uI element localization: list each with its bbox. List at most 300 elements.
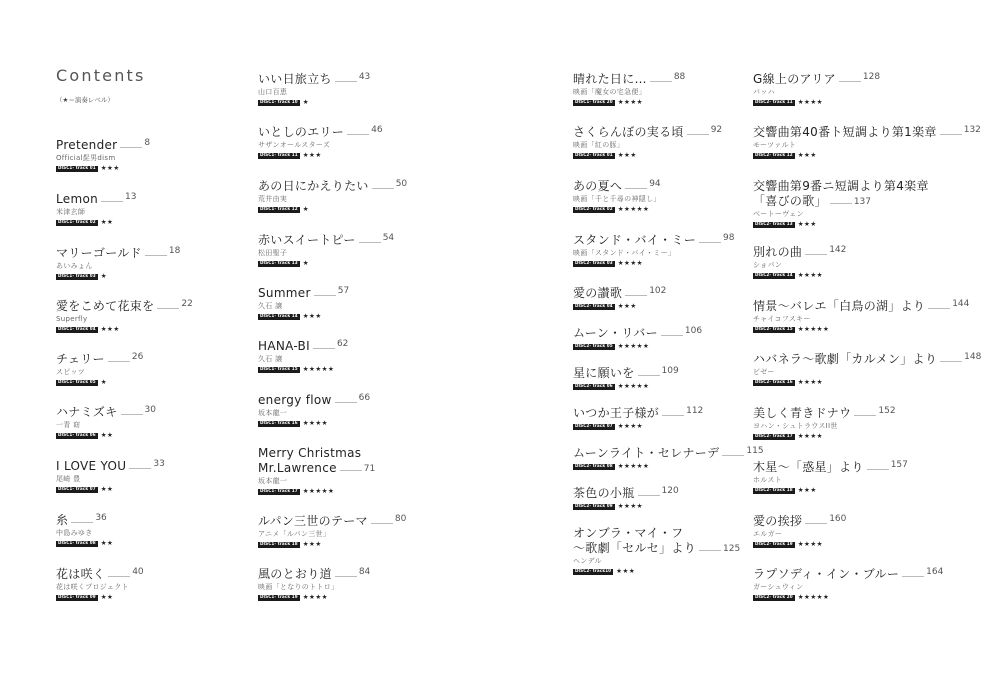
leader-line [638, 375, 660, 376]
track-row [56, 486, 286, 493]
song-title: 美しく青きドナウ [753, 406, 852, 420]
track-badge: DISC1- track 01 [58, 165, 96, 171]
leader-line [805, 254, 827, 255]
level-stars: ★★ [100, 218, 114, 226]
track-badge: DISC2- track 07 [575, 423, 613, 429]
toc-entry [56, 246, 286, 280]
leader-line [372, 188, 394, 189]
track-badge: DISC2- track 06 [575, 383, 613, 389]
artist-name: ヘンデル [573, 557, 602, 565]
leader-line [854, 415, 876, 416]
artist-name: ショパン [753, 261, 783, 269]
song-title: 茶色の小瓶 [573, 486, 635, 500]
leader-line [71, 522, 93, 523]
track-row [56, 540, 286, 547]
page-number: 164 [926, 567, 944, 577]
song-title: ハナミズキ [56, 405, 118, 419]
leader-line [145, 255, 167, 256]
toc-entry [56, 459, 286, 493]
page-number: 102 [649, 286, 667, 296]
page-title: Contents [56, 66, 146, 85]
track-row [56, 219, 286, 226]
level-stars: ★★★★ [797, 378, 824, 386]
track-badge: DISC1- track 17 [260, 488, 298, 494]
song-title: ハバネラ〜歌劇「カルメン」より [753, 352, 938, 366]
page-number: 148 [964, 352, 982, 362]
page-number: 88 [673, 72, 686, 82]
track-badge: DISC2- track 09 [575, 503, 613, 509]
track-row [753, 326, 983, 333]
page-number: 18 [168, 246, 181, 256]
page-number: 80 [394, 514, 407, 524]
level-stars: ★★★★★ [617, 205, 650, 213]
track-badge: DISC2- track 11 [755, 99, 793, 105]
toc-entry [753, 72, 983, 106]
toc-entry [56, 138, 286, 172]
song-title: いつか王子様が [573, 406, 660, 420]
artist-name: 久石 譲 [258, 302, 283, 310]
page-number: 36 [95, 513, 107, 523]
leader-line [335, 81, 357, 82]
song-title: Lemon [56, 192, 98, 206]
level-stars: ★ [100, 378, 108, 386]
level-stars: ★★★★★ [302, 365, 335, 373]
toc-entry [258, 286, 488, 320]
track-badge: DISC1- track 05 [58, 379, 96, 385]
artist-name: 米津玄師 [56, 208, 86, 216]
leader-line [625, 188, 647, 189]
artist-name: モーツァルト [753, 141, 797, 149]
track-badge: DISC1- track 18 [260, 541, 298, 547]
track-badge: DISC1- track 02 [58, 219, 96, 225]
level-stars: ★★★ [617, 302, 637, 310]
leader-line [661, 335, 683, 336]
song-title: 晴れた日に… [573, 72, 647, 86]
track-badge: DISC2- track10 [575, 568, 612, 574]
toc-entry [258, 72, 488, 106]
song-title: 風のとおり道 [258, 567, 332, 581]
leader-line [687, 134, 709, 135]
track-badge: DISC1- track 19 [260, 594, 298, 600]
leader-line [313, 348, 335, 349]
leader-line [638, 495, 660, 496]
page-number: 46 [371, 125, 383, 135]
track-badge: DISC1- track 08 [58, 540, 96, 546]
artist-name: 坂本龍一 [258, 409, 288, 417]
song-title: ムーンライト・セレナーデ [573, 446, 720, 460]
page-number: 22 [181, 299, 193, 309]
track-row [56, 326, 286, 333]
leader-line [699, 242, 721, 243]
toc-entry [753, 567, 983, 601]
track-badge: DISC2- track 08 [575, 463, 613, 469]
song-title: I LOVE YOU [56, 459, 127, 473]
artist-name: アニメ「ルパン三世」 [258, 530, 331, 538]
song-title: 交響曲第40番ト短調より第1楽章 [753, 125, 937, 139]
leader-line [314, 295, 336, 296]
track-badge: DISC1- track 04 [58, 326, 96, 332]
track-badge: DISC2- track 16 [755, 379, 793, 385]
page-number: 98 [723, 233, 735, 243]
toc-entry [56, 567, 286, 601]
track-row [753, 272, 983, 279]
leader-line [928, 308, 950, 309]
toc-entry [753, 352, 983, 386]
track-badge: DISC1- track 07 [58, 486, 96, 492]
song-title: ムーン・リバー [573, 326, 658, 340]
artist-name: ヨハン・シュトラウスII世 [753, 422, 838, 430]
artist-name: Superfly [56, 315, 88, 323]
track-row [56, 379, 286, 386]
track-badge: DISC2- track 04 [575, 303, 613, 309]
leader-line [625, 295, 647, 296]
toc-entry [56, 299, 286, 333]
track-badge: DISC2- track 19 [755, 541, 793, 547]
artist-name: 尾崎 豊 [56, 475, 81, 483]
level-stars: ★★★★ [797, 540, 824, 548]
artist-name: あいみょん [56, 262, 93, 270]
level-stars: ★★★ [100, 325, 120, 333]
level-legend: （★＝演奏レベル） [56, 96, 114, 104]
page-number: 30 [144, 405, 156, 415]
track-row [258, 313, 488, 320]
level-stars: ★ [302, 205, 310, 213]
track-badge: DISC2- track 13 [755, 221, 793, 227]
leader-line [830, 203, 852, 204]
leader-line [699, 550, 721, 551]
track-badge: DISC2- track 20 [755, 594, 793, 600]
level-stars: ★★★★★ [617, 462, 650, 470]
level-stars: ★★★ [797, 151, 817, 159]
leader-line [157, 308, 179, 309]
song-title: 糸 [56, 513, 69, 527]
song-title: チェリー [56, 352, 105, 366]
song-title: あの日にかえりたい [258, 179, 369, 193]
level-stars: ★★★★ [797, 98, 824, 106]
level-stars: ★★★ [302, 151, 322, 159]
page-number: 157 [890, 460, 908, 470]
level-stars: ★★★★ [617, 98, 644, 106]
toc-entry [753, 179, 983, 228]
song-title: ルパン三世のテーマ [258, 514, 368, 528]
page-number: 33 [153, 459, 165, 469]
track-badge: DISC2- track 15 [755, 326, 793, 332]
page-number: 71 [363, 464, 376, 474]
leader-line [867, 469, 889, 470]
track-row [753, 487, 983, 494]
page-number: 109 [661, 366, 679, 376]
toc-entry [258, 339, 488, 373]
song-title-line2: 「喜びの歌」 [753, 194, 827, 208]
leader-line [359, 242, 381, 243]
page-number: 106 [684, 326, 703, 336]
song-title: オンブラ・マイ・フ [573, 526, 684, 540]
leader-line [839, 81, 861, 82]
page-number: 66 [358, 393, 371, 403]
song-title: マリーゴールド [56, 246, 142, 260]
level-stars: ★★ [100, 485, 114, 493]
toc-entry [258, 446, 488, 495]
song-title: 赤いスイートピー [258, 233, 356, 247]
page-number: 94 [649, 179, 661, 189]
track-badge: DISC1- track 09 [58, 594, 96, 600]
page-number: 128 [862, 72, 881, 82]
song-title: Pretender [56, 138, 118, 152]
artist-name: バッハ [753, 88, 775, 96]
level-stars: ★ [302, 98, 310, 106]
track-row [753, 152, 983, 159]
page-number: 54 [382, 233, 395, 243]
toc-entry [753, 514, 983, 548]
leader-line [335, 576, 357, 577]
page-number: 142 [829, 245, 847, 255]
toc-entry [753, 299, 983, 333]
track-badge: DISC1- track 13 [260, 260, 298, 266]
leader-line [805, 523, 827, 524]
leader-line [371, 523, 393, 524]
track-badge: DISC1- track 11 [260, 152, 298, 158]
track-badge: DISC1- track 12 [260, 206, 298, 212]
page-number: 137 [853, 197, 871, 207]
song-title: 星に願いを [573, 366, 635, 380]
track-row [573, 343, 803, 350]
level-stars: ★ [302, 259, 310, 267]
song-title-line2: Mr.Lawrence [258, 461, 337, 475]
level-stars: ★★★ [302, 540, 322, 548]
artist-name: ガーシュウィン [753, 583, 804, 591]
track-row [753, 379, 983, 386]
page-number: 40 [132, 567, 144, 577]
song-title: G線上のアリア [753, 72, 836, 86]
level-stars: ★★★★ [302, 419, 329, 427]
toc-entry [258, 179, 488, 213]
leader-line [121, 414, 143, 415]
artist-name: 坂本龍一 [258, 477, 288, 485]
track-badge: DISC1- track 03 [58, 273, 96, 279]
level-stars: ★★★★ [617, 259, 644, 267]
song-title: ラプソディ・イン・ブルー [753, 567, 900, 581]
artist-name: 荒井由実 [258, 195, 288, 203]
song-title: スタンド・バイ・ミー [573, 233, 697, 247]
page-number: 43 [358, 72, 371, 82]
track-badge: DISC2- track 14 [755, 272, 793, 278]
track-row [258, 420, 488, 427]
track-badge: DISC2- track 01 [575, 152, 613, 158]
artist-name: 久石 譲 [258, 355, 283, 363]
toc-entry [56, 405, 286, 439]
artist-name: 映画「魔女の宅急便」 [573, 88, 646, 96]
page-number: 26 [131, 352, 144, 362]
page-number: 112 [686, 406, 704, 416]
level-stars: ★★★★★ [797, 593, 830, 601]
song-title: 情景〜バレエ「白鳥の湖」より [753, 299, 926, 313]
song-title: 愛をこめて花束を [56, 299, 155, 313]
toc-entry [753, 125, 983, 159]
page-number: 62 [336, 339, 349, 349]
artist-name: 山口百恵 [258, 88, 288, 96]
leader-line [108, 576, 130, 577]
track-row [753, 99, 983, 106]
toc-entry [56, 192, 286, 226]
song-title: 愛の讃歌 [573, 286, 623, 300]
contents-heading [56, 66, 146, 104]
track-row [753, 221, 983, 228]
song-title: energy flow [258, 393, 332, 407]
track-row [258, 152, 488, 159]
artist-name: Official髭男dism [56, 154, 116, 162]
level-stars: ★★★★ [302, 593, 329, 601]
level-stars: ★★★ [100, 164, 120, 172]
leader-line [335, 402, 357, 403]
song-title: さくらんぼの実る頃 [573, 125, 684, 139]
track-row [573, 503, 803, 510]
toc-entry [258, 567, 488, 601]
level-stars: ★★★★ [797, 271, 824, 279]
track-row [753, 541, 983, 548]
level-stars: ★★★ [617, 151, 637, 159]
page-number: 132 [963, 125, 981, 135]
page-number: 120 [661, 486, 679, 496]
artist-name: 映画「紅の豚」 [573, 141, 625, 149]
song-title: 木星〜「惑星」より [753, 460, 864, 474]
song-title: Merry Christmas [258, 446, 362, 460]
leader-line [722, 455, 744, 456]
track-row [258, 366, 488, 373]
leader-line [940, 361, 962, 362]
song-title: HANA-BI [258, 339, 310, 353]
track-row [56, 273, 286, 280]
track-row [56, 432, 286, 439]
toc-entry [56, 513, 286, 547]
leader-line [108, 361, 130, 362]
leader-line [650, 81, 672, 82]
page-number: 57 [337, 286, 350, 296]
artist-name: チャイコフスキー [753, 315, 811, 323]
artist-name: 一青 窈 [56, 421, 81, 429]
track-badge: DISC2- track 18 [755, 487, 793, 493]
track-row [258, 594, 488, 601]
level-stars: ★★★★★ [617, 342, 650, 350]
track-row [258, 488, 488, 495]
toc-entry [753, 245, 983, 279]
toc-entry [258, 233, 488, 267]
song-title: いい日旅立ち [258, 72, 332, 86]
toc-entry [258, 514, 488, 548]
toc-entry [56, 352, 286, 386]
artist-name: 中島みゆき [56, 529, 93, 537]
artist-name: ベートーヴェン [753, 210, 804, 218]
level-stars: ★★★ [616, 567, 636, 575]
track-row [56, 165, 286, 172]
leader-line [940, 134, 962, 135]
artist-name: ホルスト [753, 476, 782, 484]
artist-name: 松田聖子 [258, 249, 288, 257]
song-title-line2: 〜歌劇「セルセ」より [573, 541, 697, 555]
page-number: 13 [125, 192, 137, 202]
song-title: いとしのエリー [258, 125, 345, 139]
track-badge: DISC1- track 06 [58, 432, 96, 438]
level-stars: ★★★ [797, 220, 817, 228]
level-stars: ★ [100, 272, 108, 280]
track-badge: DISC1- track 10 [260, 99, 298, 105]
toc-entry [258, 125, 488, 159]
track-row [753, 594, 983, 601]
track-row [258, 260, 488, 267]
page-number: 125 [723, 544, 741, 554]
page-number: 92 [710, 125, 723, 135]
song-title: 花は咲く [56, 567, 106, 581]
track-badge: DISC2- track 12 [755, 152, 793, 158]
leader-line [129, 468, 151, 469]
level-stars: ★★ [100, 539, 114, 547]
level-stars: ★★ [100, 593, 114, 601]
artist-name: 映画「となりのトトロ」 [258, 583, 339, 591]
artist-name: 映画「スタンド・バイ・ミー」 [573, 249, 676, 257]
toc-entry [753, 460, 983, 494]
track-row [258, 99, 488, 106]
song-title: あの夏へ [573, 179, 623, 193]
level-stars: ★★★★★ [617, 382, 650, 390]
page-number: 50 [395, 179, 408, 189]
artist-name: 花は咲くプロジェクト [56, 583, 129, 591]
toc-entry [753, 406, 983, 440]
track-badge: DISC2- track 05 [575, 343, 613, 349]
leader-line [120, 147, 142, 148]
song-title: 愛の挨拶 [753, 514, 803, 528]
page-number: 115 [746, 446, 764, 456]
level-stars: ★★★★★ [797, 325, 830, 333]
track-row [258, 206, 488, 213]
page-number: 84 [358, 567, 371, 577]
track-badge: DISC1- track 16 [260, 420, 298, 426]
leader-line [340, 470, 362, 471]
leader-line [101, 201, 123, 202]
level-stars: ★★★★ [797, 432, 824, 440]
artist-name: エルガー [753, 530, 783, 538]
level-stars: ★★★★★ [302, 487, 335, 495]
track-badge: DISC2- track 02 [575, 206, 613, 212]
level-stars: ★★★★ [617, 422, 644, 430]
track-badge: DISC1- track 15 [260, 366, 298, 372]
track-badge: DISC2- track 03 [575, 260, 613, 266]
artist-name: サザンオールスターズ [258, 141, 331, 149]
page-number: 8 [144, 138, 151, 148]
page-number: 160 [829, 514, 847, 524]
leader-line [902, 576, 924, 577]
level-stars: ★★★★ [617, 502, 644, 510]
level-stars: ★★★ [797, 486, 817, 494]
track-badge: DISC2- track 17 [755, 433, 793, 439]
track-row [56, 594, 286, 601]
track-row [258, 541, 488, 548]
song-title: Summer [258, 286, 311, 300]
song-title: 交響曲第9番ニ短調より第4楽章 [753, 179, 929, 193]
toc-entry [258, 393, 488, 427]
page-number: 144 [952, 299, 970, 309]
track-badge: DISC1- track 14 [260, 313, 298, 319]
leader-line [662, 415, 684, 416]
song-title: 別れの曲 [753, 245, 803, 259]
page-number: 152 [878, 406, 896, 416]
track-row [753, 433, 983, 440]
track-badge: DISC1- track 20 [575, 99, 613, 105]
level-stars: ★★★ [302, 312, 322, 320]
artist-name: ビゼー [753, 368, 775, 376]
artist-name: スピッツ [56, 368, 85, 376]
leader-line [347, 134, 369, 135]
level-stars: ★★ [100, 431, 114, 439]
artist-name: 映画「千と千尋の神隠し」 [573, 195, 661, 203]
